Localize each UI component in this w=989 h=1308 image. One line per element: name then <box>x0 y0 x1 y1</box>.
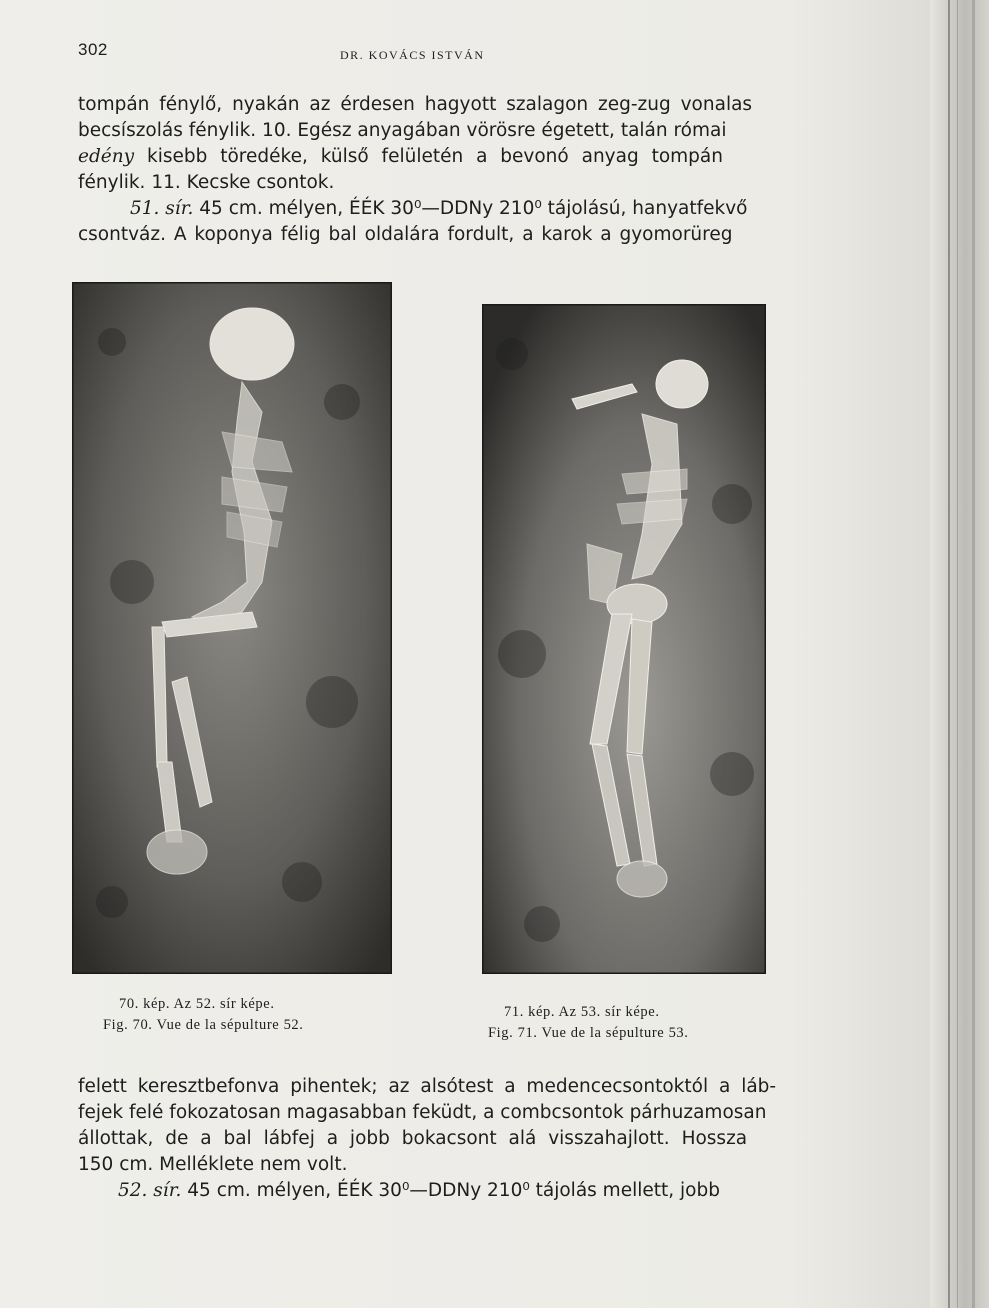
caption-hungarian: 70. kép. Az 52. sír képe. <box>119 996 275 1012</box>
text-line: tompán fénylő, nyakán az érdesen hagyott szalagon zeg-zug vonalas <box>78 94 753 115</box>
figure-caption-71 <box>488 1002 689 1044</box>
book-gutter <box>930 0 989 1308</box>
text-line: csontváz. A koponya félig bal oldalára fordult, a karok a gyomorüreg <box>78 224 733 245</box>
caption-french: Fig. 71. Vue de la sépulture 53. <box>488 1025 689 1041</box>
gutter-line <box>972 0 975 1308</box>
text-line: fejek felé fokozatosan magasabban feküdt, a combcsontok párhuzamosan <box>78 1102 767 1123</box>
paragraph-top <box>78 92 783 248</box>
text-fragment: 45 cm. mélyen, ÉÉK 30⁰—DDNy 210⁰ tájolású, hanyatfekvő <box>193 198 748 219</box>
grave-photo-52 <box>72 282 392 974</box>
text-fragment: kisebb töredéke, külső felületén a bevonó anyag tompán <box>134 146 723 167</box>
text-line: állottak, de a bal lábfej a jobb bokacsont alá visszahajlott. Hossza <box>78 1128 748 1149</box>
paragraph-bottom <box>78 1074 783 1204</box>
grave-heading: 51. sír. <box>130 198 194 219</box>
text-line <box>78 1178 783 1204</box>
text-line: fénylik. 11. Kecske csontok. <box>78 172 335 193</box>
text-line: felett keresztbefonva pihentek; az alsótest a medencecsontoktól a láb- <box>78 1076 777 1097</box>
grave-photo-53 <box>482 304 766 974</box>
italic-word: edény <box>78 146 135 167</box>
text-line <box>78 196 783 222</box>
gutter-line <box>948 0 950 1308</box>
text-fragment: 45 cm. mélyen, ÉÉK 30⁰—DDNy 210⁰ tájolás mellett, jobb <box>181 1180 720 1201</box>
running-head: DR. KOVÁCS ISTVÁN <box>340 48 485 62</box>
caption-french: Fig. 70. Vue de la sépulture 52. <box>103 1017 304 1033</box>
page-number: 302 <box>78 40 108 59</box>
skeleton-photo-image <box>482 304 766 974</box>
grave-heading: 52. sír. <box>118 1180 182 1201</box>
caption-hungarian: 71. kép. Az 53. sír képe. <box>504 1004 660 1020</box>
text-line: becsíszolás fénylik. 10. Egész anyagában vörösre égetett, talán római <box>78 120 727 141</box>
text-line: 150 cm. Melléklete nem volt. <box>78 1154 348 1175</box>
figure-caption-70 <box>103 994 304 1036</box>
gutter-line <box>957 0 958 1308</box>
skeleton-photo-image <box>72 282 392 974</box>
text-line <box>78 144 783 170</box>
